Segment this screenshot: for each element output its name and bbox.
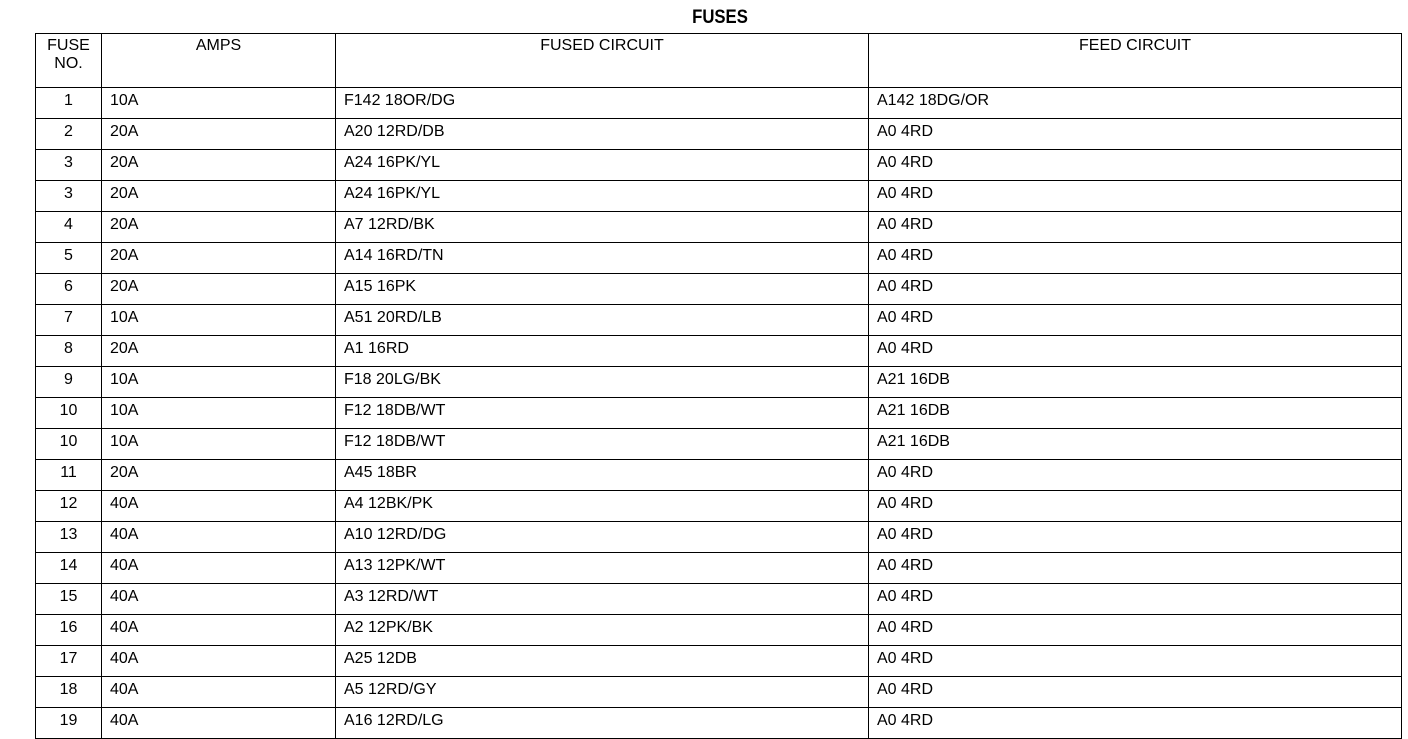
table-row (36, 274, 1402, 305)
fuse-no-cell: 1 (36, 88, 102, 119)
amps-cell: 20A (102, 212, 336, 243)
fuse-no-cell: 6 (36, 274, 102, 305)
feed-circuit-cell: A21 16DB (869, 398, 1402, 429)
table-row (36, 181, 1402, 212)
feed-circuit-cell: A0 4RD (869, 181, 1402, 212)
fused-circuit-cell: A13 12PK/WT (336, 553, 869, 584)
table-row (36, 491, 1402, 522)
fused-circuit-cell: A10 12RD/DG (336, 522, 869, 553)
feed-circuit-cell: A0 4RD (869, 708, 1402, 739)
fuse-no-cell: 10 (36, 398, 102, 429)
fused-circuit-cell: A25 12DB (336, 646, 869, 677)
feed-circuit-cell: A0 4RD (869, 677, 1402, 708)
feed-circuit-cell: A0 4RD (869, 522, 1402, 553)
table-row (36, 336, 1402, 367)
fused-circuit-cell: A24 16PK/YL (336, 150, 869, 181)
header-fuse-no-line1: FUSE (47, 37, 90, 54)
amps-cell: 10A (102, 305, 336, 336)
fused-circuit-cell: A45 18BR (336, 460, 869, 491)
page-title: FUSES (692, 7, 748, 28)
fused-circuit-cell: F18 20LG/BK (336, 367, 869, 398)
amps-cell: 20A (102, 243, 336, 274)
feed-circuit-cell: A0 4RD (869, 150, 1402, 181)
amps-cell: 40A (102, 615, 336, 646)
table-row (36, 88, 1402, 119)
header-fuse-no (36, 34, 102, 88)
fused-circuit-cell: A15 16PK (336, 274, 869, 305)
header-fused-circuit: FUSED CIRCUIT (336, 34, 869, 88)
header-amps: AMPS (102, 34, 336, 88)
amps-cell: 20A (102, 336, 336, 367)
amps-cell: 40A (102, 553, 336, 584)
feed-circuit-cell: A0 4RD (869, 584, 1402, 615)
feed-circuit-cell: A142 18DG/OR (869, 88, 1402, 119)
header-fuse-no-line2: NO. (54, 55, 83, 72)
feed-circuit-cell: A0 4RD (869, 460, 1402, 491)
fuse-no-cell: 14 (36, 553, 102, 584)
table-row (36, 584, 1402, 615)
fused-circuit-cell: F142 18OR/DG (336, 88, 869, 119)
table-row (36, 553, 1402, 584)
amps-cell: 40A (102, 646, 336, 677)
amps-cell: 10A (102, 398, 336, 429)
fuse-no-cell: 7 (36, 305, 102, 336)
feed-circuit-cell: A0 4RD (869, 243, 1402, 274)
amps-cell: 10A (102, 429, 336, 460)
table-body (36, 88, 1402, 739)
fuses-table (35, 33, 1402, 739)
fused-circuit-cell: A2 12PK/BK (336, 615, 869, 646)
table-header-row (36, 34, 1402, 88)
feed-circuit-cell: A0 4RD (869, 119, 1402, 150)
feed-circuit-cell: A0 4RD (869, 491, 1402, 522)
fuse-no-cell: 17 (36, 646, 102, 677)
fuse-no-cell: 13 (36, 522, 102, 553)
fused-circuit-cell: A4 12BK/PK (336, 491, 869, 522)
fuse-no-cell: 2 (36, 119, 102, 150)
amps-cell: 20A (102, 119, 336, 150)
table-row (36, 708, 1402, 739)
fused-circuit-cell: A24 16PK/YL (336, 181, 869, 212)
fuse-no-cell: 15 (36, 584, 102, 615)
table-row (36, 522, 1402, 553)
table-row (36, 150, 1402, 181)
fuse-no-cell: 8 (36, 336, 102, 367)
feed-circuit-cell: A0 4RD (869, 274, 1402, 305)
table-row (36, 305, 1402, 336)
fused-circuit-cell: A51 20RD/LB (336, 305, 869, 336)
fused-circuit-cell: A5 12RD/GY (336, 677, 869, 708)
feed-circuit-cell: A0 4RD (869, 305, 1402, 336)
feed-circuit-cell: A0 4RD (869, 646, 1402, 677)
fuse-no-cell: 4 (36, 212, 102, 243)
table-row (36, 429, 1402, 460)
header-feed-circuit: FEED CIRCUIT (869, 34, 1402, 88)
amps-cell: 20A (102, 460, 336, 491)
amps-cell: 40A (102, 491, 336, 522)
amps-cell: 10A (102, 88, 336, 119)
table-row (36, 367, 1402, 398)
fuse-no-cell: 16 (36, 615, 102, 646)
table-row (36, 646, 1402, 677)
fused-circuit-cell: A20 12RD/DB (336, 119, 869, 150)
fuse-no-cell: 18 (36, 677, 102, 708)
fuse-no-cell: 19 (36, 708, 102, 739)
feed-circuit-cell: A0 4RD (869, 615, 1402, 646)
fuse-no-cell: 11 (36, 460, 102, 491)
fused-circuit-cell: A3 12RD/WT (336, 584, 869, 615)
feed-circuit-cell: A0 4RD (869, 336, 1402, 367)
fuse-no-cell: 3 (36, 150, 102, 181)
table-row (36, 212, 1402, 243)
fuse-no-cell: 12 (36, 491, 102, 522)
table-row (36, 460, 1402, 491)
amps-cell: 10A (102, 367, 336, 398)
fused-circuit-cell: A1 16RD (336, 336, 869, 367)
table-row (36, 615, 1402, 646)
feed-circuit-cell: A21 16DB (869, 429, 1402, 460)
table-row (36, 243, 1402, 274)
feed-circuit-cell: A21 16DB (869, 367, 1402, 398)
table-row (36, 119, 1402, 150)
feed-circuit-cell: A0 4RD (869, 553, 1402, 584)
amps-cell: 40A (102, 708, 336, 739)
amps-cell: 20A (102, 150, 336, 181)
table-row (36, 677, 1402, 708)
fused-circuit-cell: A16 12RD/LG (336, 708, 869, 739)
feed-circuit-cell: A0 4RD (869, 212, 1402, 243)
table-row (36, 398, 1402, 429)
fuse-no-cell: 10 (36, 429, 102, 460)
fuse-no-cell: 3 (36, 181, 102, 212)
fuse-no-cell: 9 (36, 367, 102, 398)
amps-cell: 20A (102, 181, 336, 212)
amps-cell: 20A (102, 274, 336, 305)
fused-circuit-cell: A14 16RD/TN (336, 243, 869, 274)
amps-cell: 40A (102, 584, 336, 615)
fuse-no-cell: 5 (36, 243, 102, 274)
fused-circuit-cell: A7 12RD/BK (336, 212, 869, 243)
amps-cell: 40A (102, 522, 336, 553)
amps-cell: 40A (102, 677, 336, 708)
fused-circuit-cell: F12 18DB/WT (336, 429, 869, 460)
fused-circuit-cell: F12 18DB/WT (336, 398, 869, 429)
